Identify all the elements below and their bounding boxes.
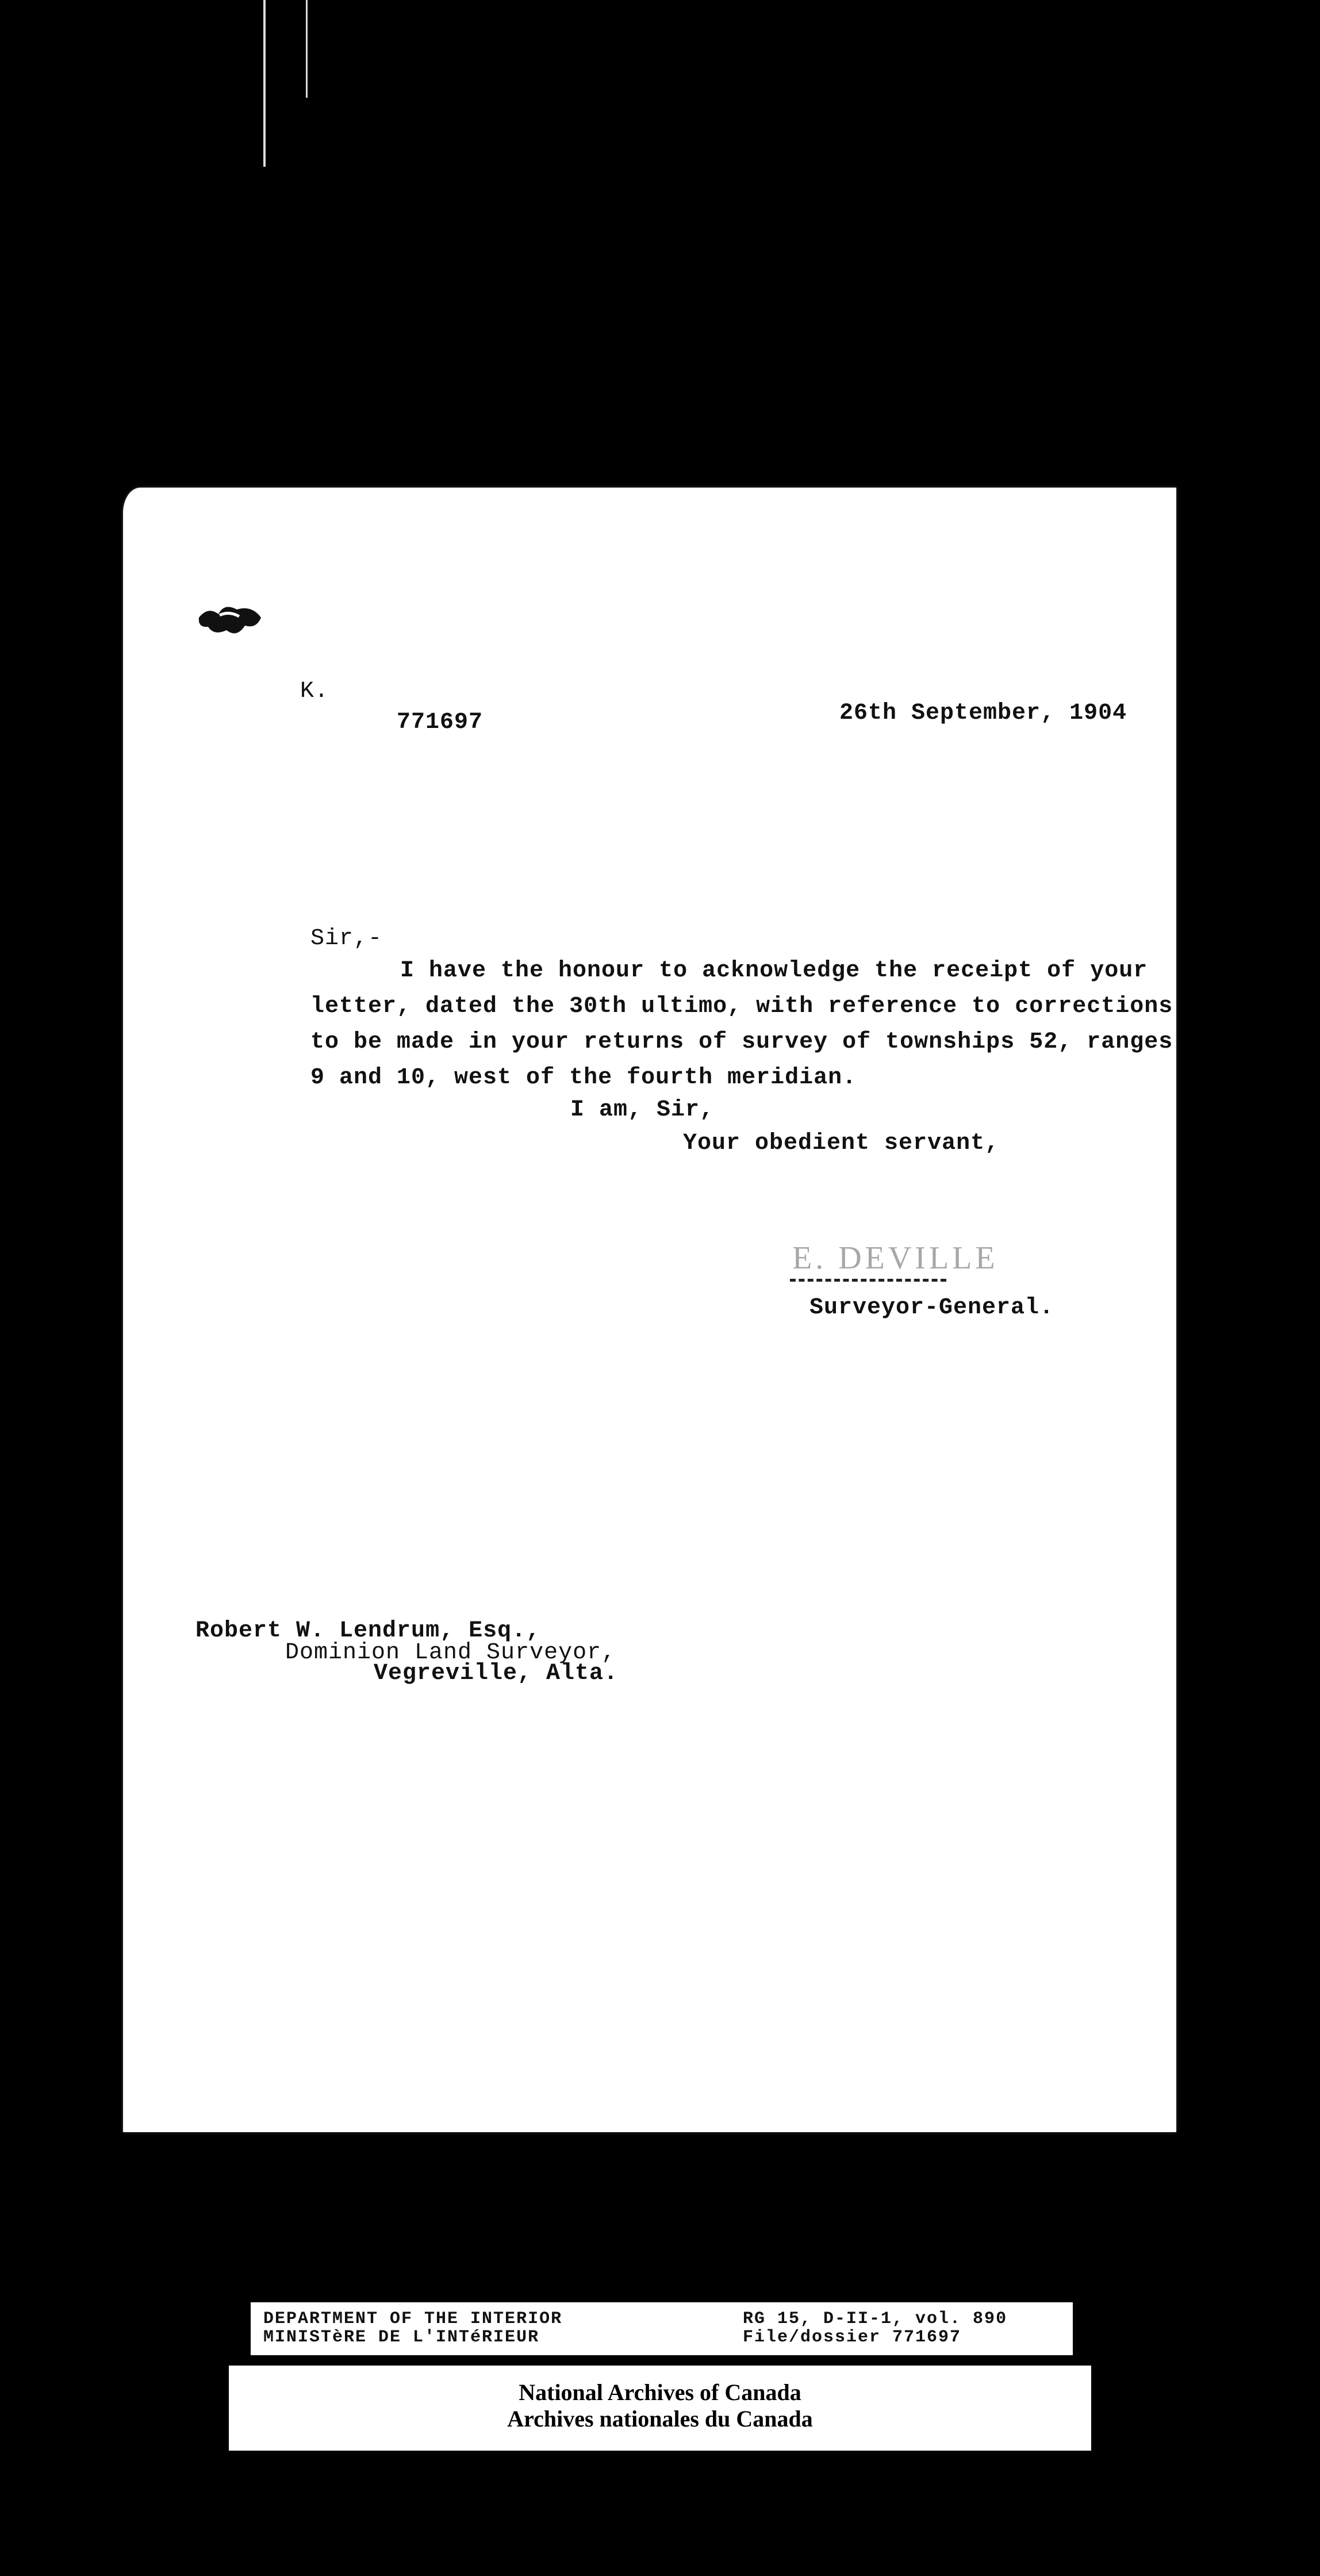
archives-name-label	[229, 2366, 1091, 2451]
archive-reference-label	[251, 2302, 1073, 2355]
file-reference: File/dossier 771697	[743, 2328, 962, 2347]
signature-line	[790, 1279, 946, 1282]
body-line-3: to be made in your returns of survey of townships 52, ranges	[310, 1029, 1173, 1055]
addressee-title: Dominion Land Surveyor,	[285, 1640, 616, 1666]
letter-date: 26th September, 1904	[839, 700, 1127, 726]
closing-line-1: I am, Sir,	[570, 1097, 715, 1123]
salutation: Sir,-	[310, 926, 383, 952]
ink-blot-icon	[197, 600, 266, 641]
addressee-place: Vegreville, Alta.	[374, 1661, 619, 1686]
file-number: 771697	[397, 710, 484, 735]
signature-title: Surveyor-General.	[809, 1295, 1054, 1321]
record-group-reference: RG 15, D-II-1, vol. 890	[743, 2309, 1008, 2329]
scan-artifact-line	[263, 0, 266, 167]
archives-name-en: National Archives of Canada	[519, 2379, 801, 2405]
letter-initial: K.	[300, 678, 329, 704]
signature-stamp: E. DEVILLE	[792, 1240, 999, 1276]
department-en: DEPARTMENT OF THE INTERIOR	[263, 2309, 563, 2329]
addressee-name: Robert W. Lendrum, Esq.,	[195, 1618, 541, 1644]
body-line-4: 9 and 10, west of the fourth meridian.	[310, 1065, 857, 1091]
body-line-1: I have the honour to acknowledge the receipt of your	[400, 958, 1148, 984]
department-fr: MINISTèRE DE L'INTéRIEUR	[263, 2328, 540, 2347]
closing-line-2: Your obedient servant,	[683, 1130, 1000, 1156]
archives-name-fr: Archives nationales du Canada	[507, 2406, 813, 2432]
scan-artifact-line	[306, 0, 308, 98]
body-line-2: letter, dated the 30th ultimo, with reference to corrections	[310, 994, 1173, 1019]
letter-sheet	[123, 488, 1176, 2132]
